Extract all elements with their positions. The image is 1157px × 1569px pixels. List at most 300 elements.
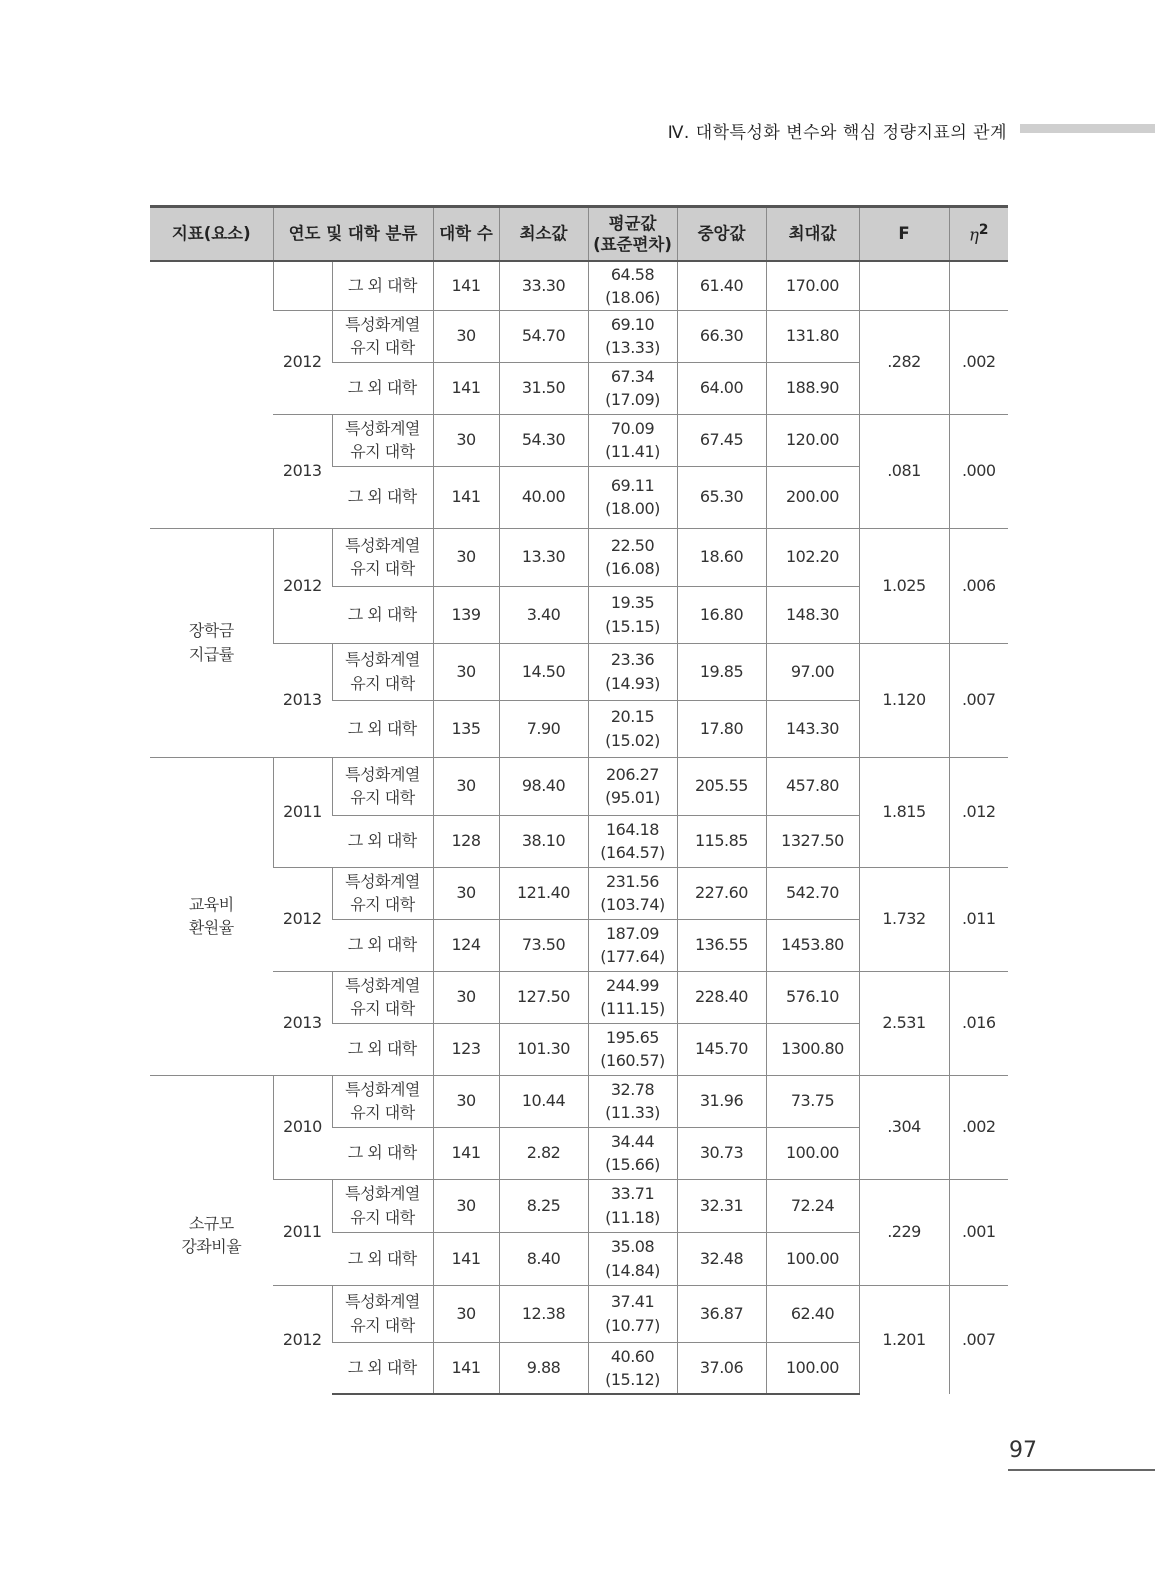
f-cell (859, 261, 949, 310)
count-cell (433, 414, 499, 466)
median-cell (677, 261, 766, 310)
count-cell (433, 1342, 499, 1394)
mean-sd-cell (588, 1127, 677, 1179)
header-max: 최대값 (766, 207, 859, 262)
year-cell-text: 2013 (282, 1013, 322, 1033)
count-cell (433, 310, 499, 362)
count-cell (433, 1075, 499, 1127)
eta-cell-text: .001 (961, 1222, 996, 1242)
max-cell-text: 542.70 (786, 883, 839, 903)
indicator-cell (150, 1075, 273, 1394)
mean-sd-cell-text: 34.44 (610, 1131, 655, 1151)
header-indicator: 지표(요소) (150, 207, 273, 262)
f-cell (859, 1285, 949, 1394)
median-cell-text: 16.80 (699, 604, 744, 624)
median-cell-text: 228.40 (695, 987, 748, 1007)
count-cell-text: 30 (456, 1195, 476, 1215)
year-cell-text: 2012 (283, 575, 322, 595)
median-cell (677, 1075, 766, 1127)
count-cell-text: 128 (451, 831, 481, 851)
f-cell (859, 414, 949, 528)
class-cell (332, 919, 433, 971)
count-cell (433, 643, 499, 700)
median-cell-text: 65.30 (699, 487, 744, 507)
mean-sd-cell (588, 815, 677, 867)
max-cell (766, 466, 859, 528)
eta-cell (949, 1179, 1008, 1285)
max-cell-text: 457.80 (786, 776, 839, 796)
year-cell-text: 2012 (282, 909, 322, 929)
max-cell (766, 700, 859, 757)
f-cell (859, 757, 949, 867)
class-cell-text: 특성화계열 (345, 871, 420, 891)
eta-cell (949, 414, 1008, 528)
class-cell (332, 700, 433, 757)
max-cell (766, 1285, 859, 1342)
max-cell-text: 120.00 (786, 430, 839, 450)
median-cell-text: 32.48 (699, 1248, 744, 1268)
min-cell (499, 466, 588, 528)
class-cell (332, 971, 433, 1023)
mean-sd-cell (588, 528, 677, 586)
median-cell (677, 815, 766, 867)
count-cell-text: 141 (451, 378, 481, 398)
class-cell-text: 특성화계열 (345, 975, 420, 995)
min-cell-text: 8.25 (526, 1195, 561, 1215)
mean-sd-cell-text: (11.18) (605, 1207, 660, 1227)
max-cell-text: 100.00 (786, 1143, 839, 1163)
min-cell (499, 700, 588, 757)
max-cell (766, 1232, 859, 1285)
eta-cell (949, 310, 1008, 414)
mean-sd-cell-text: 23.36 (610, 650, 655, 670)
median-cell-text: 227.60 (695, 883, 748, 903)
max-cell-text: 72.24 (790, 1195, 835, 1215)
indicator-cell-text: 교육비 (188, 894, 234, 914)
class-cell-text: 유지 대학 (350, 442, 415, 461)
count-cell-text: 141 (451, 1358, 481, 1378)
class-cell-text: 특성화계열 (345, 1079, 420, 1099)
year-cell-text: 2010 (283, 1117, 322, 1137)
class-cell (332, 1232, 433, 1285)
min-cell-text: 2.82 (526, 1143, 561, 1163)
year-cell (273, 261, 332, 310)
mean-sd-cell-text: 244.99 (606, 975, 659, 995)
mean-sd-cell (588, 362, 677, 414)
mean-sd-cell-text: (160.57) (600, 1051, 665, 1070)
count-cell-text: 123 (451, 1039, 481, 1059)
class-cell-text: 유지 대학 (350, 673, 415, 693)
eta-cell-text: .016 (961, 1013, 996, 1033)
count-cell (433, 1179, 499, 1232)
page-number: 97 (1009, 1438, 1037, 1463)
year-cell (273, 414, 332, 528)
mean-sd-cell-text: 37.41 (610, 1292, 655, 1312)
year-cell (273, 757, 332, 867)
count-cell (433, 919, 499, 971)
mean-sd-cell (588, 414, 677, 466)
indicator-cell (150, 528, 273, 757)
eta-cell (949, 757, 1008, 867)
mean-sd-cell-text: (15.02) (605, 730, 660, 750)
count-cell-text: 30 (456, 987, 476, 1007)
min-cell (499, 1342, 588, 1394)
page-number-rule (1008, 1469, 1155, 1471)
min-cell (499, 528, 588, 586)
f-cell-text: 1.201 (882, 1330, 926, 1350)
class-cell-text: 유지 대학 (350, 1103, 415, 1122)
min-cell-text: 13.30 (521, 547, 566, 567)
max-cell (766, 261, 859, 310)
max-cell (766, 1179, 859, 1232)
median-cell-text: 32.31 (699, 1195, 744, 1215)
year-cell (273, 1075, 332, 1179)
mean-sd-cell (588, 643, 677, 700)
count-cell-text: 141 (451, 1143, 481, 1163)
mean-sd-cell-text: (14.93) (605, 673, 660, 693)
mean-sd-cell-text: 32.78 (610, 1079, 655, 1099)
min-cell-text: 38.10 (521, 831, 566, 851)
eta-cell-text: .007 (961, 1330, 996, 1350)
f-cell (859, 971, 949, 1075)
mean-sd-cell (588, 1075, 677, 1127)
class-cell-text: 특성화계열 (345, 314, 420, 334)
min-cell (499, 815, 588, 867)
eta-cell-text: .007 (961, 690, 996, 710)
header-median: 중앙값 (677, 207, 766, 262)
max-cell-text: 576.10 (786, 987, 839, 1007)
f-cell-text: 2.531 (882, 1013, 926, 1033)
eta-cell (949, 1285, 1008, 1394)
median-cell-text: 37.06 (699, 1358, 744, 1378)
class-cell (332, 414, 433, 466)
min-cell (499, 362, 588, 414)
mean-sd-cell-text: (111.15) (600, 999, 665, 1018)
median-cell-text: 64.00 (699, 378, 744, 398)
mean-sd-cell (588, 867, 677, 919)
mean-sd-cell-text: (18.00) (605, 499, 660, 518)
class-cell-text: 그 외 대학 (347, 1248, 417, 1268)
mean-sd-cell (588, 971, 677, 1023)
min-cell-text: 73.50 (521, 935, 566, 955)
mean-sd-cell (588, 919, 677, 971)
max-cell-text: 102.20 (786, 547, 839, 567)
class-cell-text: 특성화계열 (345, 1292, 420, 1312)
min-cell-text: 33.30 (521, 276, 566, 296)
mean-sd-cell-text: (103.74) (600, 895, 665, 914)
f-cell-text: 1.815 (882, 802, 926, 822)
median-cell (677, 1342, 766, 1394)
class-cell-text: 유지 대학 (350, 559, 415, 578)
header-count: 대학 수 (433, 207, 499, 262)
class-cell-text: 그 외 대학 (347, 935, 417, 955)
year-cell (273, 310, 332, 414)
max-cell-text: 143.30 (786, 718, 839, 738)
header-year-class: 연도 및 대학 분류 (273, 207, 433, 262)
mean-sd-cell-text: 67.34 (610, 366, 655, 386)
count-cell (433, 261, 499, 310)
min-cell-text: 121.40 (517, 883, 570, 903)
year-cell (273, 867, 332, 971)
median-cell (677, 643, 766, 700)
count-cell (433, 528, 499, 586)
median-cell (677, 700, 766, 757)
f-cell-text: .229 (887, 1222, 921, 1242)
min-cell-text: 54.30 (521, 430, 566, 450)
class-cell (332, 586, 433, 643)
max-cell (766, 1023, 859, 1075)
max-cell-text: 62.40 (790, 1303, 835, 1323)
max-cell-text: 1453.80 (781, 935, 844, 955)
class-cell-text: 특성화계열 (345, 1184, 420, 1204)
count-cell-text: 30 (456, 547, 476, 567)
min-cell (499, 1127, 588, 1179)
max-cell-text: 1327.50 (781, 831, 844, 851)
max-cell (766, 1342, 859, 1394)
class-cell (332, 867, 433, 919)
median-cell-text: 19.85 (699, 661, 744, 681)
class-cell (332, 1127, 433, 1179)
mean-sd-cell (588, 261, 677, 310)
mean-sd-cell-text: (18.06) (605, 287, 660, 307)
indicator-cell-text: 소규모 (188, 1213, 234, 1233)
median-cell-text: 61.40 (699, 276, 744, 296)
table-row (150, 1179, 1008, 1232)
count-cell (433, 1285, 499, 1342)
mean-sd-cell (588, 1342, 677, 1394)
min-cell-text: 3.40 (526, 604, 561, 624)
table-row (150, 757, 1008, 815)
median-cell-text: 31.96 (699, 1091, 744, 1111)
eta-cell-text: .002 (961, 352, 996, 372)
indicator-cell-text: 환원율 (188, 918, 234, 937)
mean-sd-cell-text: 187.09 (606, 923, 659, 943)
count-cell-text: 141 (451, 276, 481, 296)
eta-cell (949, 867, 1008, 971)
year-cell (273, 971, 332, 1075)
class-cell (332, 362, 433, 414)
min-cell-text: 31.50 (521, 378, 566, 398)
mean-sd-cell-text: (15.15) (605, 616, 660, 636)
min-cell (499, 1023, 588, 1075)
min-cell (499, 261, 588, 310)
class-cell (332, 815, 433, 867)
count-cell (433, 586, 499, 643)
max-cell (766, 643, 859, 700)
count-cell (433, 867, 499, 919)
class-cell-text: 유지 대학 (350, 788, 415, 807)
year-cell-text: 2013 (282, 690, 322, 710)
year-cell (273, 528, 332, 643)
median-cell-text: 115.85 (695, 831, 748, 851)
median-cell (677, 586, 766, 643)
mean-sd-cell-text: (14.84) (605, 1260, 660, 1280)
min-cell (499, 867, 588, 919)
f-cell (859, 1075, 949, 1179)
max-cell-text: 97.00 (790, 661, 835, 681)
median-cell (677, 1232, 766, 1285)
median-cell-text: 17.80 (699, 718, 744, 738)
min-cell (499, 643, 588, 700)
max-cell-text: 1300.80 (781, 1039, 844, 1059)
median-cell-text: 18.60 (699, 547, 744, 567)
mean-sd-cell-text: (177.64) (600, 947, 665, 966)
median-cell (677, 757, 766, 815)
chapter-title: Ⅳ. 대학특성화 변수와 핵심 정량지표의 관계 (667, 123, 1007, 143)
median-cell (677, 310, 766, 362)
class-cell-text: 그 외 대학 (347, 831, 417, 851)
count-cell (433, 1232, 499, 1285)
year-cell-text: 2011 (283, 802, 322, 822)
mean-sd-cell-text: 195.65 (606, 1027, 659, 1047)
class-cell-text: 그 외 대학 (347, 378, 417, 398)
median-cell (677, 466, 766, 528)
mean-sd-cell (588, 757, 677, 815)
eta-cell-text: .006 (961, 575, 996, 595)
table-row (150, 1075, 1008, 1127)
mean-sd-cell-text: 69.10 (610, 314, 655, 334)
mean-sd-cell-text: (17.09) (605, 390, 660, 409)
mean-sd-cell-text: (95.01) (605, 788, 660, 807)
median-cell-text: 66.30 (699, 326, 744, 346)
class-cell (332, 466, 433, 528)
year-cell-text: 2012 (282, 1330, 322, 1350)
max-cell (766, 362, 859, 414)
mean-sd-cell (588, 1023, 677, 1075)
eta-symbol: η (969, 225, 979, 245)
count-cell (433, 1023, 499, 1075)
mean-sd-cell (588, 1285, 677, 1342)
f-cell (859, 310, 949, 414)
min-cell (499, 757, 588, 815)
class-cell-text: 그 외 대학 (347, 487, 417, 507)
max-cell (766, 1127, 859, 1179)
max-cell-text: 200.00 (786, 487, 839, 507)
f-cell (859, 643, 949, 757)
min-cell-text: 12.38 (521, 1303, 566, 1323)
min-cell-text: 98.40 (521, 776, 566, 796)
indicator-cell (150, 261, 273, 528)
median-cell-text: 67.45 (699, 430, 744, 450)
count-cell-text: 141 (451, 487, 481, 507)
median-cell-text: 136.55 (695, 935, 748, 955)
max-cell-text: 148.30 (786, 604, 839, 624)
class-cell (332, 261, 433, 310)
eta-cell (949, 261, 1008, 310)
class-cell-text: 유지 대학 (350, 999, 415, 1018)
f-cell-text: .081 (887, 461, 921, 481)
max-cell (766, 586, 859, 643)
class-cell-text: 특성화계열 (345, 764, 420, 784)
mean-sd-cell (588, 310, 677, 362)
median-cell (677, 528, 766, 586)
mean-sd-cell (588, 586, 677, 643)
max-cell-text: 73.75 (790, 1091, 835, 1111)
f-cell (859, 867, 949, 971)
median-cell (677, 362, 766, 414)
min-cell-text: 40.00 (521, 487, 566, 507)
class-cell-text: 특성화계열 (345, 650, 420, 670)
min-cell (499, 414, 588, 466)
mean-sd-cell (588, 1232, 677, 1285)
mean-sd-cell-text: 69.11 (610, 475, 655, 495)
f-cell-text: 1.120 (882, 690, 926, 710)
count-cell-text: 30 (456, 883, 476, 903)
min-cell (499, 1232, 588, 1285)
mean-sd-cell-text: (15.12) (605, 1369, 660, 1389)
table-row (150, 867, 1008, 919)
year-cell (273, 1179, 332, 1285)
min-cell-text: 101.30 (517, 1039, 570, 1059)
median-cell (677, 919, 766, 971)
max-cell (766, 1075, 859, 1127)
table-row (150, 1285, 1008, 1342)
mean-sd-cell-text: (13.33) (605, 338, 660, 357)
running-head (0, 118, 1157, 143)
class-cell-text: 그 외 대학 (347, 718, 417, 738)
statistics-table (150, 205, 1008, 1395)
max-cell-text: 100.00 (786, 1248, 839, 1268)
class-cell-text: 그 외 대학 (347, 604, 417, 624)
class-cell (332, 1179, 433, 1232)
header-mean (588, 207, 677, 262)
year-cell-text: 2013 (282, 461, 322, 481)
min-cell-text: 9.88 (526, 1358, 561, 1378)
median-cell (677, 1023, 766, 1075)
f-cell-text: 1.025 (882, 575, 926, 595)
table-header-row (150, 207, 1008, 262)
max-cell (766, 414, 859, 466)
count-cell-text: 30 (456, 430, 476, 450)
mean-sd-cell-text: 33.71 (610, 1184, 655, 1204)
class-cell (332, 1285, 433, 1342)
mean-sd-cell-text: 231.56 (606, 871, 659, 891)
max-cell-text: 131.80 (786, 326, 839, 346)
count-cell-text: 30 (456, 1303, 476, 1323)
eta-cell-text: .012 (961, 802, 996, 822)
table-row (150, 643, 1008, 700)
median-cell (677, 1127, 766, 1179)
max-cell-text: 100.00 (786, 1358, 839, 1378)
class-cell-text: 그 외 대학 (347, 1039, 417, 1059)
indicator-cell-text: 지급률 (188, 644, 234, 664)
min-cell (499, 1075, 588, 1127)
mean-sd-cell-text: (164.57) (600, 843, 665, 862)
eta-cell (949, 971, 1008, 1075)
mean-sd-cell-text: (11.33) (605, 1103, 660, 1122)
year-cell (273, 643, 332, 757)
class-cell-text: 유지 대학 (350, 895, 415, 914)
class-cell (332, 310, 433, 362)
max-cell (766, 971, 859, 1023)
class-cell-text: 유지 대학 (350, 338, 415, 357)
f-cell-text: .282 (887, 352, 921, 372)
indicator-cell-text: 강좌비율 (181, 1236, 242, 1256)
count-cell-text: 30 (456, 776, 476, 796)
class-cell (332, 1075, 433, 1127)
mean-sd-cell-text: 164.18 (606, 819, 659, 839)
count-cell-text: 135 (451, 718, 481, 738)
table-row (150, 414, 1008, 466)
eta-cell-text: .011 (961, 909, 996, 929)
count-cell-text: 139 (451, 604, 481, 624)
class-cell-text: 유지 대학 (350, 1315, 415, 1335)
count-cell-text: 30 (456, 326, 476, 346)
f-cell (859, 528, 949, 643)
year-cell-text: 2012 (282, 352, 322, 372)
year-cell (273, 1285, 332, 1394)
class-cell-text: 특성화계열 (345, 418, 420, 438)
